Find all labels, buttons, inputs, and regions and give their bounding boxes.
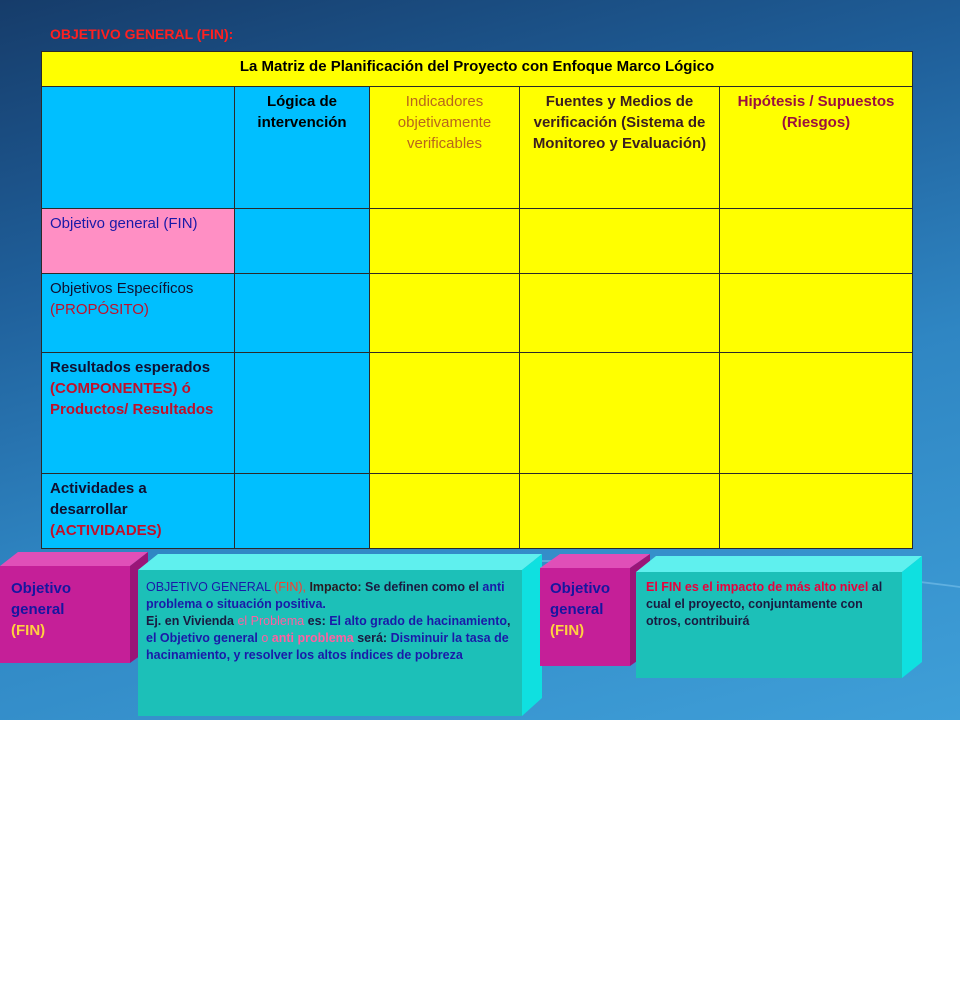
row-label-text: Actividades a desarrollar — [50, 480, 147, 518]
text-run: anti problema o situación positiva. — [146, 580, 505, 611]
row-label-tag: (PROPÓSITO) — [50, 301, 149, 318]
matrix-cell — [235, 474, 370, 549]
row-label-text: Objetivos Específicos — [50, 280, 194, 297]
tab-label-line: (FIN) — [11, 622, 46, 639]
left-tab-label — [11, 578, 126, 641]
matrix-cell — [720, 474, 913, 549]
text-run: El FIN es el impacto de más alto nivel — [646, 580, 869, 594]
row-label-specific-objectives — [42, 274, 235, 353]
row-label-tag: (COMPONENTES) ó Productos/ Resultados — [50, 380, 214, 418]
header-logic: Lógica de intervención — [235, 87, 370, 209]
matrix-cell — [235, 353, 370, 474]
matrix-cell — [235, 209, 370, 274]
text-run: OBJETIVO GENERAL — [146, 580, 275, 594]
row-label-general-objective — [42, 209, 235, 274]
tab-label-line: Objetivo — [550, 580, 611, 597]
matrix-cell — [520, 474, 720, 549]
left-callout-text — [146, 579, 518, 664]
header-indicators: Indicadores objetivamente verificables — [370, 87, 520, 209]
logical-framework-matrix — [41, 51, 913, 549]
row-label-tag: (ACTIVIDADES) — [50, 522, 162, 539]
text-run: es: — [304, 614, 330, 628]
text-run: el Objetivo general — [146, 631, 258, 645]
tab-label-line: general — [550, 601, 604, 618]
text-run: será: — [353, 631, 391, 645]
text-run: Se definen como el — [365, 580, 483, 594]
text-run: Impacto: — [305, 580, 366, 594]
matrix-cell — [520, 209, 720, 274]
matrix-cell — [520, 274, 720, 353]
text-run: el Problema — [237, 614, 305, 628]
matrix-cell — [370, 274, 520, 353]
tab-label-line: Objetivo — [11, 580, 72, 597]
matrix-cell — [370, 474, 520, 549]
header-hypotheses: Hipótesis / Supuestos (Riesgos) — [720, 87, 913, 209]
row-label-expected-results — [42, 353, 235, 474]
text-run: al cual el proyecto, conjuntamente con otros, contribuirá — [646, 580, 883, 628]
right-tab-label — [550, 578, 630, 641]
text-run: El alto grado de hacinamiento — [329, 614, 508, 628]
row-label-text: Objetivo general (FIN) — [50, 215, 198, 232]
matrix-cell — [235, 274, 370, 353]
tab-label-line: general — [11, 601, 65, 618]
header-sources: Fuentes y Medios de verificación (Sistema de Monitoreo y Evaluación) — [520, 87, 720, 209]
text-run: o — [257, 631, 272, 645]
matrix-cell — [720, 353, 913, 474]
slide-heading: OBJETIVO GENERAL (FIN): — [50, 26, 234, 42]
matrix-cell — [370, 209, 520, 274]
matrix-cell — [720, 274, 913, 353]
matrix-cell — [520, 353, 720, 474]
text-run: Disminuir la tasa de hacinamiento, y resolver los altos índices de pobreza — [146, 631, 509, 662]
text-run: Ej. en Vivienda — [146, 614, 238, 628]
text-run: (FIN), — [274, 580, 306, 594]
row-label-text: Resultados esperados — [50, 359, 211, 376]
text-run: anti problema — [271, 631, 354, 645]
right-callout-text — [646, 579, 896, 630]
text-run: , — [507, 614, 511, 628]
matrix-title: La Matriz de Planificación del Proyecto con Enfoque Marco Lógico — [42, 52, 913, 87]
tab-label-line: (FIN) — [550, 622, 585, 639]
header-empty-cell — [42, 87, 235, 209]
matrix-cell — [720, 209, 913, 274]
matrix-cell — [370, 353, 520, 474]
row-label-activities — [42, 474, 235, 549]
